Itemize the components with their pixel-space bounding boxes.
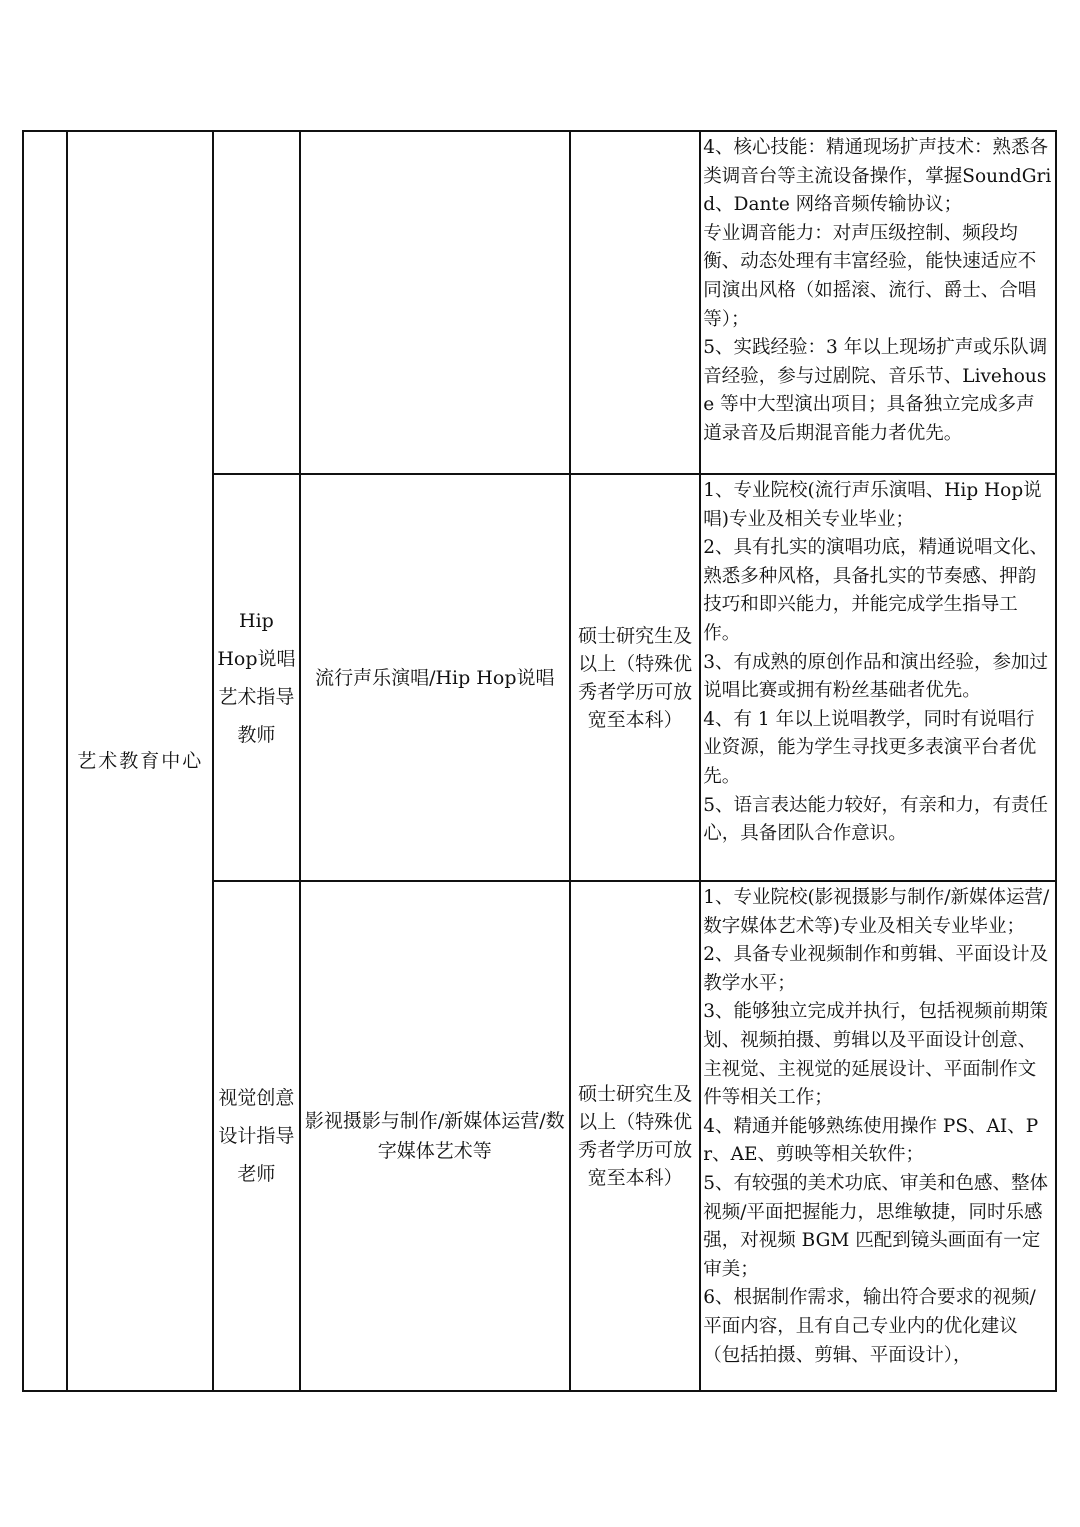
requirement-item: 1、专业院校(流行声乐演唱、Hip Hop说唱)专业及相关专业毕业； [703,480,1042,530]
requirement-item: 5、实践经验：3 年以上现场扩声或乐队调音经验，参与过剧院、音乐节、Livehouse 等中大型演出项目；具备独立完成多声道录音及后期混音能力者优先。 [703,337,1048,444]
position-cell [213,474,299,881]
position-cell [213,131,299,474]
requirement-item: 4、有 1 年以上说唱教学，同时有说唱行业资源，能为学生寻找更多表演平台者优先。 [703,708,1037,787]
requirement-item: 3、有成熟的原创作品和演出经验，参加过说唱比赛或拥有粉丝基础者优先。 [703,651,1049,702]
table-row [23,131,1056,474]
education-cell [570,881,700,1391]
requirements-text [701,475,1055,851]
recruitment-table [22,130,1057,1392]
major-cell [300,881,571,1391]
requirement-item: 5、有较强的美术功底、审美和色感、整体视频/平面把握能力，思维敏捷，同时乐感强，对视频 BGM 匹配到镜头画面有一定审美； [703,1172,1049,1280]
requirements-text [701,132,1055,451]
requirement-item: 专业调音能力：对声压级控制、频段均衡、动态处理有丰富经验，能快速适应不同演出风格（如摇滚、流行、爵士、合唱等）； [703,222,1037,330]
requirements-cell [700,474,1056,881]
index-cell [23,131,67,1391]
education-text: 硕士研究生及以上（特殊优秀者学历可放宽至本科） [578,624,693,731]
requirement-item: 3、能够独立完成并执行，包括视频前期策划、视频拍摄、剪辑以及平面设计创意、主视觉、主视觉的延展设计、平面制作文件等相关工作； [703,1001,1049,1109]
education-cell [570,131,700,474]
major-cell [300,474,571,881]
department-name: 艺术教育中心 [77,750,204,772]
major-cell [300,131,571,474]
position-name: Hip Hop说唱艺术指导教师 [217,609,296,746]
requirements-cell [700,131,1056,474]
education-cell [570,474,700,881]
requirement-item: 2、具有扎实的演唱功底，精通说唱文化、熟悉多种风格，具备扎实的节奏感、押韵技巧和即兴能力，并能完成学生指导工作。 [703,537,1049,644]
requirement-item: 4、核心技能：精通现场扩声技术：熟悉各类调音台等主流设备操作，掌握SoundGrid、Dante 网络音频传输协议； [703,137,1052,216]
requirements-text [701,882,1055,1372]
position-cell [213,881,299,1391]
requirement-item: 4、精通并能够熟练使用操作 PS、AI、Pr、AE、剪映等相关软件； [703,1115,1039,1166]
position-name: 视觉创意设计指导老师 [218,1087,295,1185]
requirement-item: 6、根据制作需求，输出符合要求的视频/平面内容，且有自己专业内的优化建议（包括拍摄、剪辑、平面设计）， [703,1287,1036,1366]
requirement-item: 1、专业院校(影视摄影与制作/新媒体运营/数字媒体艺术等)专业及相关专业毕业； [703,887,1050,937]
major-text: 影视摄影与制作/新媒体运营/数字媒体艺术等 [304,1110,565,1162]
department-cell [67,131,213,1391]
education-text: 硕士研究生及以上（特殊优秀者学历可放宽至本科） [578,1083,693,1189]
requirement-item: 2、具备专业视频制作和剪辑、平面设计及教学水平； [703,944,1049,994]
major-text: 流行声乐演唱/Hip Hop说唱 [315,666,555,689]
requirement-item: 5、语言表达能力较好，有亲和力，有责任心，具备团队合作意识。 [703,794,1049,845]
requirements-cell [700,881,1056,1391]
